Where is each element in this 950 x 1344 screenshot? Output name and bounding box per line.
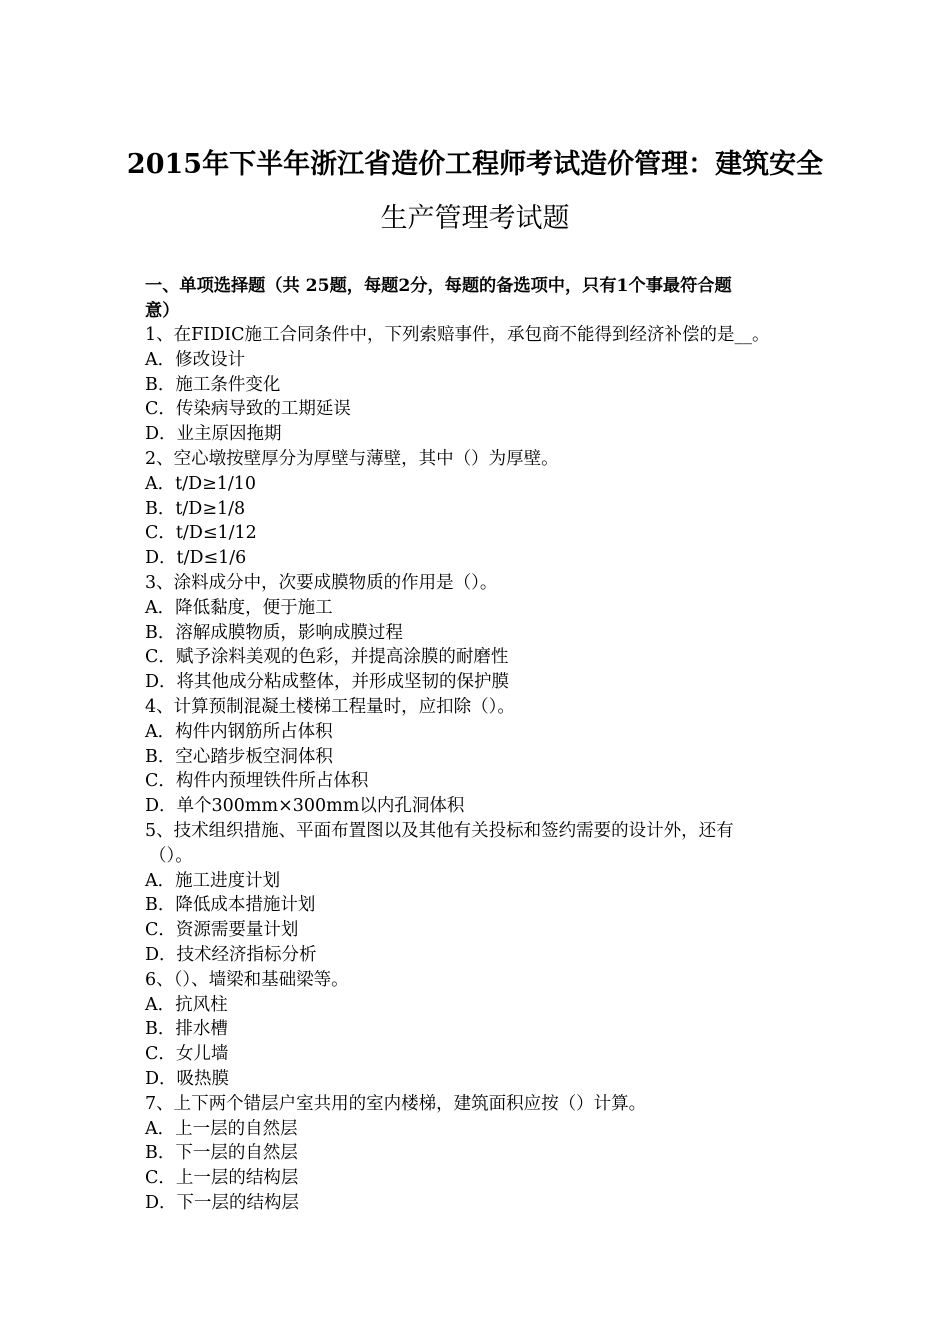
option-b: B．溶解成膜物质，影响成膜过程 <box>145 622 403 643</box>
option-a: A．t/D≥1/10 <box>145 473 257 494</box>
option-b: B．降低成本措施计划 <box>145 895 316 916</box>
option-b: B．排水槽 <box>145 1019 228 1040</box>
option-d: D．下一层的结构层 <box>145 1192 300 1213</box>
question-7 <box>145 1092 825 1216</box>
option-d: D．吸热膜 <box>145 1068 230 1089</box>
question-text: 5、技术组织措施、平面布置图以及其他有关投标和签约需要的设计外，还有 <box>145 820 734 841</box>
option-d: D．t/D≤1/6 <box>145 548 247 569</box>
option-d: D．单个300mm×300mm以内孔洞体积 <box>145 796 465 817</box>
option-d: D．业主原因拖期 <box>145 424 282 445</box>
option-d: D．将其他成分粘成整体，并形成坚韧的保护膜 <box>145 672 510 693</box>
question-2 <box>145 447 825 571</box>
option-b: B．下一层的自然层 <box>145 1143 298 1164</box>
question-6 <box>145 968 825 1092</box>
document-title-line2: 生产管理考试题 <box>380 203 570 234</box>
question-1 <box>145 323 825 447</box>
option-b: B．t/D≥1/8 <box>145 498 246 519</box>
option-c: C．赋予涂料美观的色彩，并提高涂膜的耐磨性 <box>145 647 509 668</box>
question-text: 2、空心墩按壁厚分为厚壁与薄壁，其中（）为厚壁。 <box>145 448 559 469</box>
option-a: A．抗风柱 <box>145 994 228 1015</box>
question-5 <box>145 819 825 968</box>
option-a: A．修改设计 <box>145 349 246 370</box>
option-c: C．构件内预埋铁件所占体积 <box>145 771 369 792</box>
question-text: 3、涂料成分中，次要成膜物质的作用是（）。 <box>145 572 498 593</box>
document-title-line1: 2015年下半年浙江省造价工程师考试造价管理：建筑安全 <box>126 149 824 180</box>
question-text-continuation: （）。 <box>149 845 193 866</box>
question-text: 7、上下两个错层户室共用的室内楼梯，建筑面积应按（）计算。 <box>145 1093 647 1114</box>
option-a: A．上一层的自然层 <box>145 1118 298 1139</box>
section-heading-line1: 一、单项选择题（共 25题，每题2分，每题的备选项中，只有1个事最符合题 <box>145 276 732 296</box>
section-heading-line2: 意） <box>145 301 180 321</box>
question-3 <box>145 571 825 695</box>
question-text: 4、计算预制混凝土楼梯工程量时，应扣除（）。 <box>145 696 515 717</box>
option-d: D．技术经济指标分析 <box>145 944 317 965</box>
question-list <box>145 323 825 1216</box>
option-c: C．资源需要量计划 <box>145 920 299 941</box>
question-4 <box>145 695 825 819</box>
question-text: 6、（）、墙梁和基础梁等。 <box>145 969 349 990</box>
option-a: A．施工进度计划 <box>145 870 281 891</box>
option-c: C．上一层的结构层 <box>145 1168 299 1189</box>
option-a: A．降低黏度，便于施工 <box>145 597 333 618</box>
option-b: B．施工条件变化 <box>145 374 281 395</box>
question-text: 1、在FIDIC施工合同条件中，下列索赔事件，承包商不能得到经济补偿的是__。 <box>145 325 770 345</box>
option-b: B．空心踏步板空洞体积 <box>145 746 333 767</box>
option-c: C．女儿墙 <box>145 1044 229 1065</box>
option-a: A．构件内钢筋所占体积 <box>145 721 333 742</box>
option-c: C．传染病导致的工期延误 <box>145 399 351 420</box>
option-c: C．t/D≤1/12 <box>145 523 257 544</box>
section-heading <box>145 274 825 324</box>
